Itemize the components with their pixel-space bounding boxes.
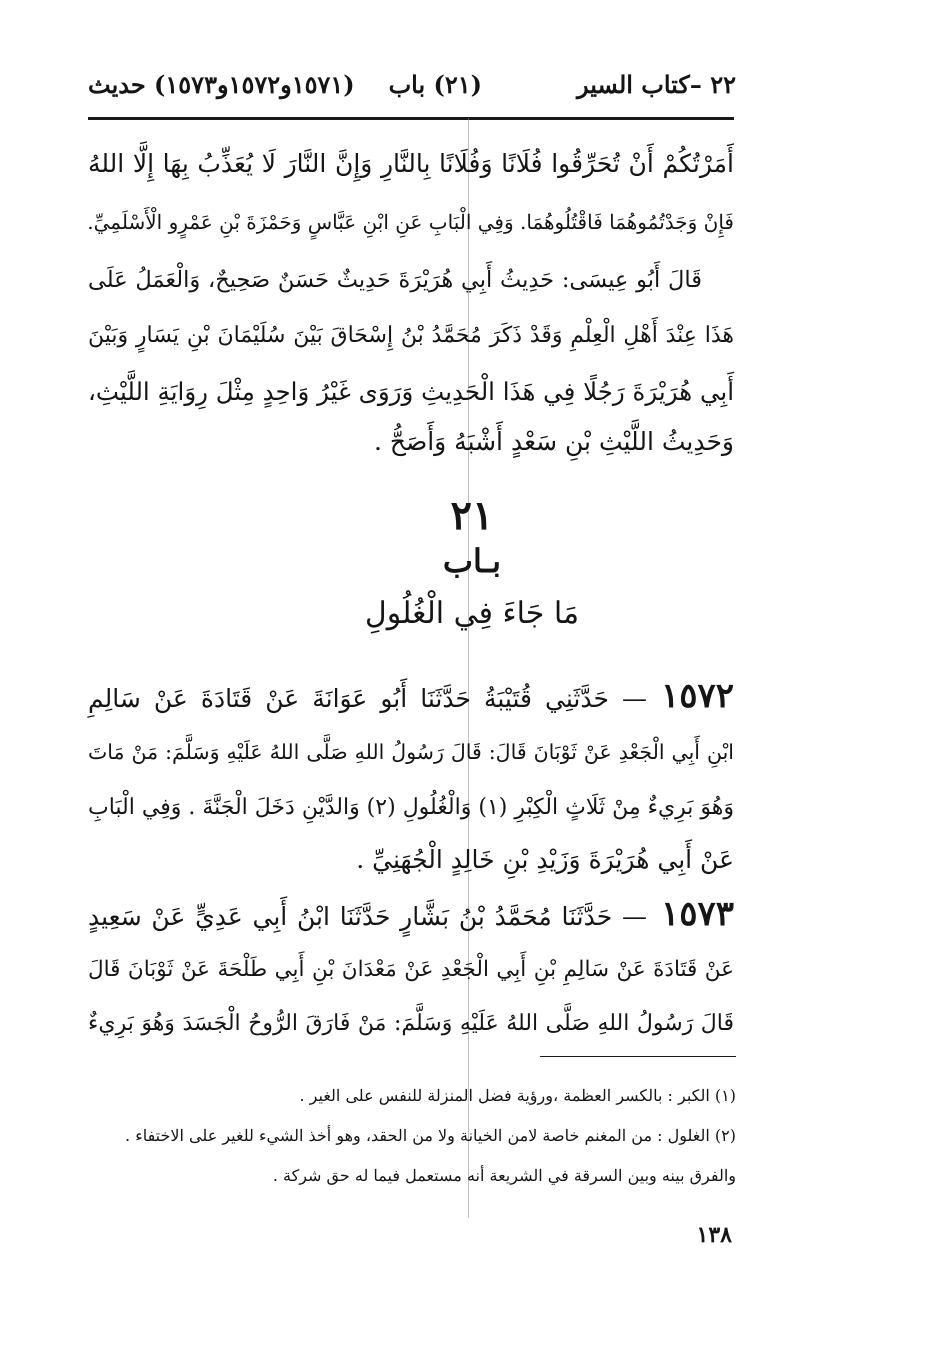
text-line: عَنْ قَتَادَةَ عَنْ سَالِمِ بْنِ أَبِي الْجَعْدِ عَنْ مَعْدَانَ بْنِ أَبِي طَلْحَةَ عَنْ ثَوْبَانَ قَالَ	[88, 957, 734, 982]
text-line: فَإِنْ وَجَدْتُمُوهُمَا فَاقْتُلُوهُمَا. وَفِي الْبَابِ عَنِ ابْنِ عَبَّاسٍ وَحَمْزَةَ بْنِ عَمْرٍو الْأَسْلَمِيِّ.	[87, 210, 734, 234]
chapter-title: مَا جَاءَ فِي الْغُلُولِ	[364, 596, 580, 631]
page-number: ١٣٨	[696, 1222, 732, 1248]
chapter-number: ٢١	[450, 492, 494, 539]
footnote: والفرق بينه وبين السرقة في الشريعة أنه مستعمل فيما له حق شركة .	[272, 1166, 736, 1185]
text-line: قَالَ رَسُولُ اللهِ صَلَّى اللهُ عَلَيْهِ وَسَلَّمَ: مَنْ فَارَقَ الرُّوحُ الْجَسَدَ وَهُوَ بَرِيءٌ	[88, 1011, 734, 1036]
text-line: وَحَدِيثُ اللَّيْثِ بْنِ سَعْدٍ أَشْبَهُ وَأَصَحُّ .	[373, 427, 734, 456]
running-header	[88, 62, 736, 108]
header-rule	[88, 117, 734, 120]
header-book-title: ٢٢ –كتاب السير	[577, 70, 736, 99]
hadith-first-line	[88, 668, 734, 727]
hadith-text: — حَدَّثَنَا مُحَمَّدُ بْنُ بَشَّارٍ حَدَّثَنَا ابْنُ أَبِي عَدِيٍّ عَنْ سَعِيدٍ	[88, 902, 647, 931]
text-line: هَذَا عِنْدَ أَهْلِ الْعِلْمِ وَقَدْ ذَكَرَ مُحَمَّدُ بْنُ إِسْحَاقَ بَيْنَ سُلَيْمَانَ بْنِ يَسَارٍ وَبَيْنَ	[88, 323, 734, 348]
header-chapter: (٢١) باب	[388, 70, 482, 99]
header-hadith-range: (١٥٧١و١٥٧٢و١٥٧٣) حديث	[88, 70, 355, 99]
footnote-rule	[540, 1056, 736, 1057]
footnote: (٢) الغلول : من المغنم خاصة لامن الخيانة ولا من الحقد، وهو أخذ الشيء للغير على الاختفاء .	[125, 1126, 736, 1145]
text-line: أَمَرْتُكُمْ أَنْ تُحَرِّقُوا فُلَانًا وَفُلَانًا بِالنَّارِ وَإِنَّ النَّارَ لَا يُعَذِّبُ بِهَا إِلَّا اللهُ	[88, 149, 734, 178]
chapter-label: بـاب	[442, 542, 502, 580]
text-line: ابْنِ أَبِي الْجَعْدِ عَنْ ثَوْبَانَ قَالَ: قَالَ رَسُولُ اللهِ صَلَّى اللهُ عَلَيْهِ وَسَلَّمَ: مَنْ مَاتَ	[88, 740, 734, 764]
hadith-number: ١٥٧٢	[660, 676, 734, 716]
hadith-number: ١٥٧٣	[660, 894, 734, 934]
hadith-text: — حَدَّثَنِي قُتَيْبَةُ حَدَّثَنَا أَبُو عَوَانَةَ عَنْ قَتَادَةَ عَنْ سَالِمِ	[88, 684, 647, 713]
text-line: عَنْ أَبِي هُرَيْرَةَ وَزَيْدِ بْنِ خَالِدٍ الْجُهَنِيِّ .	[356, 845, 734, 874]
text-line: وَهُوَ بَرِيءٌ مِنْ ثَلَاثٍ الْكِبْرِ (١) وَالْغُلُولِ (٢) وَالدَّيْنِ دَخَلَ الْجَنَّةَ . وَفِي الْبَابِ	[88, 795, 735, 820]
text-line: أَبِي هُرَيْرَةَ رَجُلًا فِي هَذَا الْحَدِيثِ وَرَوَى غَيْرُ وَاحِدٍ مِثْلَ رِوَايَةِ اللَّيْثِ،	[88, 377, 734, 406]
footnote: (١) الكبر : بالكسر العظمة ،ورؤية فضل المنزلة للنفس على الغير .	[299, 1086, 736, 1105]
hadith-first-line	[88, 886, 734, 945]
text-line: قَالَ أَبُو عِيسَى: حَدِيثُ أَبِي هُرَيْرَةَ حَدِيثٌ حَسَنٌ صَحِيحٌ، وَالْعَمَلُ عَلَى	[88, 267, 702, 293]
